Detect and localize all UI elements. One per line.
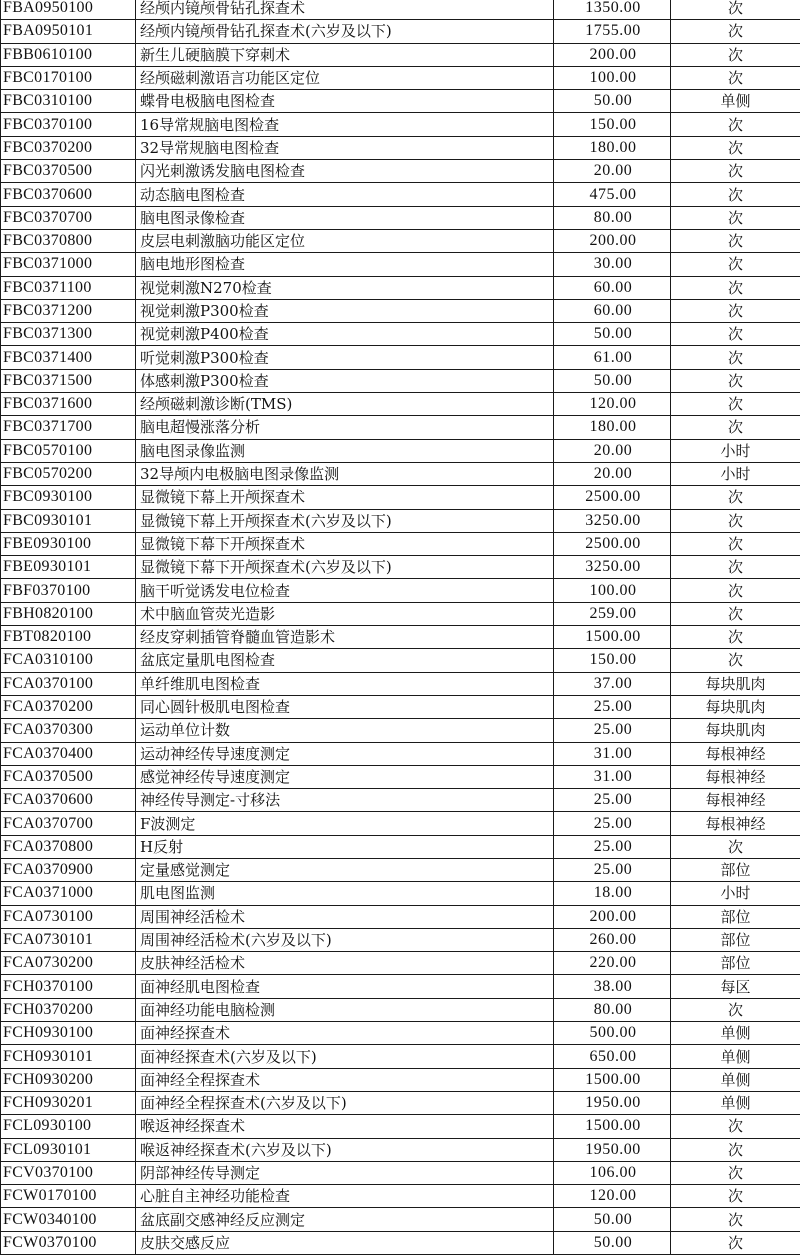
price-cell: 18.00 [554,882,671,905]
price-cell: 25.00 [554,858,671,881]
table-row [1,1161,800,1184]
table-row [1,393,800,416]
table-row [1,160,800,183]
price-cell: 200.00 [554,229,671,252]
item-name-cell: 盆底副交感神经反应测定 [136,1208,554,1231]
item-code-cell: FBC0370200 [1,136,136,159]
unit-cell: 小时 [671,882,800,905]
table-row [1,602,800,625]
item-name-cell: 面神经探查术 [136,1022,554,1045]
price-cell: 60.00 [554,276,671,299]
item-code-cell: FBC0371700 [1,416,136,439]
price-cell: 37.00 [554,672,671,695]
item-code-cell: FCA0370400 [1,742,136,765]
item-name-cell: 皮肤神经活检术 [136,952,554,975]
table-row [1,346,800,369]
price-cell: 20.00 [554,439,671,462]
unit-cell: 单侧 [671,1045,800,1068]
table-row [1,626,800,649]
table-row [1,323,800,346]
item-code-cell: FCA0370700 [1,812,136,835]
item-code-cell: FBT0820100 [1,626,136,649]
price-cell: 60.00 [554,299,671,322]
item-code-cell: FBC0310100 [1,90,136,113]
item-name-cell: 脑干听觉诱发电位检查 [136,579,554,602]
item-name-cell: 32导常规脑电图检查 [136,136,554,159]
price-cell: 25.00 [554,719,671,742]
table-row [1,579,800,602]
item-code-cell: FCA0370900 [1,858,136,881]
table-row [1,812,800,835]
item-code-cell: FCL0930100 [1,1115,136,1138]
item-code-cell: FCA0730200 [1,952,136,975]
unit-cell: 次 [671,649,800,672]
table-row [1,649,800,672]
item-name-cell: 面神经探查术(六岁及以下) [136,1045,554,1068]
item-name-cell: 听觉刺激P300检查 [136,346,554,369]
item-code-cell: FCA0730100 [1,905,136,928]
item-code-cell: FCV0370100 [1,1161,136,1184]
item-name-cell: 周围神经活检术(六岁及以下) [136,928,554,951]
item-name-cell: 面神经全程探查术(六岁及以下) [136,1091,554,1114]
price-cell: 31.00 [554,742,671,765]
unit-cell: 次 [671,276,800,299]
table-row [1,858,800,881]
item-name-cell: 经颅磁刺激语言功能区定位 [136,66,554,89]
table-row [1,369,800,392]
price-cell: 1950.00 [554,1138,671,1161]
table-row [1,952,800,975]
item-code-cell: FBC0370100 [1,113,136,136]
table-row [1,742,800,765]
table-row [1,672,800,695]
item-name-cell: 脑电图录像监测 [136,439,554,462]
item-code-cell: FBC0570200 [1,462,136,485]
item-name-cell: 经皮穿刺插管脊髓血管造影术 [136,626,554,649]
item-name-cell: 脑电地形图检查 [136,253,554,276]
price-cell: 25.00 [554,835,671,858]
price-cell: 50.00 [554,1208,671,1231]
price-cell: 1950.00 [554,1091,671,1114]
table-row [1,113,800,136]
item-code-cell: FBC0370500 [1,160,136,183]
price-cell: 650.00 [554,1045,671,1068]
table-row [1,765,800,788]
item-code-cell: FCW0170100 [1,1185,136,1208]
item-name-cell: F波测定 [136,812,554,835]
item-name-cell: 新生儿硬脑膜下穿刺术 [136,43,554,66]
item-name-cell: 脑电超慢涨落分析 [136,416,554,439]
price-cell: 200.00 [554,905,671,928]
item-code-cell: FCA0370600 [1,789,136,812]
table-row [1,299,800,322]
unit-cell: 部位 [671,858,800,881]
table-row [1,1022,800,1045]
unit-cell: 次 [671,532,800,555]
price-cell: 1500.00 [554,626,671,649]
item-code-cell: FCA0370500 [1,765,136,788]
item-name-cell: 运动单位计数 [136,719,554,742]
item-code-cell: FCA0310100 [1,649,136,672]
item-name-cell: H反射 [136,835,554,858]
price-cell: 100.00 [554,579,671,602]
unit-cell: 次 [671,0,800,20]
unit-cell: 次 [671,346,800,369]
item-code-cell: FCA0370300 [1,719,136,742]
price-cell: 180.00 [554,136,671,159]
unit-cell: 每根神经 [671,812,800,835]
table-row [1,509,800,532]
unit-cell: 次 [671,1115,800,1138]
price-cell: 1500.00 [554,1068,671,1091]
table-row [1,905,800,928]
price-cell: 50.00 [554,90,671,113]
table-row [1,206,800,229]
unit-cell: 次 [671,113,800,136]
price-cell: 20.00 [554,160,671,183]
price-cell: 50.00 [554,369,671,392]
table-row [1,1138,800,1161]
table-row [1,928,800,951]
table-row [1,789,800,812]
table-row [1,20,800,43]
price-cell: 500.00 [554,1022,671,1045]
item-code-cell: FCH0370200 [1,998,136,1021]
price-cell: 1500.00 [554,1115,671,1138]
table-row [1,253,800,276]
item-code-cell: FBC0370700 [1,206,136,229]
unit-cell: 次 [671,253,800,276]
item-code-cell: FCH0930100 [1,1022,136,1045]
price-cell: 220.00 [554,952,671,975]
item-code-cell: FBC0371400 [1,346,136,369]
price-cell: 180.00 [554,416,671,439]
table-row [1,1115,800,1138]
unit-cell: 单侧 [671,1022,800,1045]
item-code-cell: FBC0170100 [1,66,136,89]
price-cell: 25.00 [554,695,671,718]
price-cell: 120.00 [554,393,671,416]
unit-cell: 每根神经 [671,765,800,788]
unit-cell: 次 [671,369,800,392]
item-name-cell: 盆底定量肌电图检查 [136,649,554,672]
item-code-cell: FCH0930200 [1,1068,136,1091]
table-row [1,43,800,66]
table-row [1,66,800,89]
item-name-cell: 神经传导测定-寸移法 [136,789,554,812]
item-code-cell: FBC0371600 [1,393,136,416]
price-cell: 3250.00 [554,509,671,532]
item-code-cell: FCL0930101 [1,1138,136,1161]
item-code-cell: FBC0371000 [1,253,136,276]
table-row [1,276,800,299]
item-code-cell: FBA0950101 [1,20,136,43]
table-row [1,229,800,252]
table-row [1,1185,800,1208]
item-code-cell: FCH0370100 [1,975,136,998]
table-row [1,556,800,579]
item-name-cell: 运动神经传导速度测定 [136,742,554,765]
table-row [1,462,800,485]
item-code-cell: FBC0371300 [1,323,136,346]
unit-cell: 每块肌肉 [671,672,800,695]
price-cell: 61.00 [554,346,671,369]
item-name-cell: 阴部神经传导测定 [136,1161,554,1184]
unit-cell: 每块肌肉 [671,695,800,718]
item-name-cell: 面神经肌电图检查 [136,975,554,998]
fee-table-body [1,0,800,1255]
item-name-cell: 显微镜下幕上开颅探查术 [136,486,554,509]
item-name-cell: 术中脑血管荧光造影 [136,602,554,625]
item-name-cell: 喉返神经探查术 [136,1115,554,1138]
item-name-cell: 显微镜下幕下开颅探查术 [136,532,554,555]
unit-cell: 次 [671,43,800,66]
item-code-cell: FBH0820100 [1,602,136,625]
unit-cell: 次 [671,299,800,322]
table-row [1,0,800,20]
unit-cell: 每区 [671,975,800,998]
item-code-cell: FCA0730101 [1,928,136,951]
table-row [1,486,800,509]
item-name-cell: 定量感觉测定 [136,858,554,881]
price-cell: 2500.00 [554,486,671,509]
unit-cell: 部位 [671,952,800,975]
table-row [1,998,800,1021]
price-cell: 106.00 [554,1161,671,1184]
unit-cell: 次 [671,416,800,439]
price-cell: 2500.00 [554,532,671,555]
unit-cell: 次 [671,486,800,509]
item-code-cell: FCA0370100 [1,672,136,695]
price-cell: 80.00 [554,998,671,1021]
item-name-cell: 脑电图录像检查 [136,206,554,229]
item-name-cell: 同心圆针极肌电图检查 [136,695,554,718]
table-row [1,1231,800,1254]
price-cell: 1755.00 [554,20,671,43]
item-code-cell: FBC0930101 [1,509,136,532]
price-cell: 475.00 [554,183,671,206]
item-code-cell: FBC0570100 [1,439,136,462]
table-row [1,416,800,439]
item-name-cell: 喉返神经探查术(六岁及以下) [136,1138,554,1161]
item-code-cell: FBE0930101 [1,556,136,579]
price-cell: 259.00 [554,602,671,625]
unit-cell: 次 [671,206,800,229]
item-code-cell: FBC0371100 [1,276,136,299]
unit-cell: 次 [671,1208,800,1231]
table-row [1,1045,800,1068]
item-code-cell: FCW0370100 [1,1231,136,1254]
unit-cell: 次 [671,626,800,649]
table-row [1,695,800,718]
table-row [1,183,800,206]
unit-cell: 部位 [671,928,800,951]
item-name-cell: 蝶骨电极脑电图检查 [136,90,554,113]
item-code-cell: FBC0371200 [1,299,136,322]
item-name-cell: 显微镜下幕上开颅探查术(六岁及以下) [136,509,554,532]
unit-cell: 次 [671,229,800,252]
item-code-cell: FCH0930101 [1,1045,136,1068]
unit-cell: 单侧 [671,1068,800,1091]
unit-cell: 部位 [671,905,800,928]
unit-cell: 次 [671,183,800,206]
unit-cell: 次 [671,602,800,625]
item-code-cell: FBF0370100 [1,579,136,602]
price-cell: 200.00 [554,43,671,66]
item-name-cell: 周围神经活检术 [136,905,554,928]
unit-cell: 次 [671,579,800,602]
item-code-cell: FCA0370200 [1,695,136,718]
unit-cell: 次 [671,136,800,159]
unit-cell: 每块肌肉 [671,719,800,742]
table-row [1,835,800,858]
item-name-cell: 面神经功能电脑检测 [136,998,554,1021]
price-cell: 1350.00 [554,0,671,20]
item-name-cell: 经颅磁刺激诊断(TMS) [136,393,554,416]
price-cell: 260.00 [554,928,671,951]
item-name-cell: 显微镜下幕下开颅探查术(六岁及以下) [136,556,554,579]
unit-cell: 次 [671,66,800,89]
item-name-cell: 16导常规脑电图检查 [136,113,554,136]
unit-cell: 次 [671,1138,800,1161]
item-name-cell: 皮肤交感反应 [136,1231,554,1254]
item-name-cell: 经颅内镜颅骨钻孔探查术(六岁及以下) [136,20,554,43]
item-name-cell: 单纤维肌电图检查 [136,672,554,695]
table-row [1,136,800,159]
price-cell: 25.00 [554,812,671,835]
item-code-cell: FCA0370800 [1,835,136,858]
unit-cell: 单侧 [671,90,800,113]
item-name-cell: 32导颅内电极脑电图录像监测 [136,462,554,485]
item-code-cell: FCW0340100 [1,1208,136,1231]
item-name-cell: 体感刺激P300检查 [136,369,554,392]
unit-cell: 次 [671,1231,800,1254]
unit-cell: 次 [671,20,800,43]
unit-cell: 次 [671,998,800,1021]
item-name-cell: 经颅内镜颅骨钻孔探查术 [136,0,554,20]
table-row [1,719,800,742]
item-code-cell: FCA0371000 [1,882,136,905]
price-cell: 80.00 [554,206,671,229]
item-code-cell: FBE0930100 [1,532,136,555]
unit-cell: 次 [671,835,800,858]
item-name-cell: 面神经全程探查术 [136,1068,554,1091]
unit-cell: 次 [671,1185,800,1208]
price-cell: 150.00 [554,113,671,136]
price-cell: 120.00 [554,1185,671,1208]
table-row [1,975,800,998]
price-cell: 30.00 [554,253,671,276]
item-code-cell: FCH0930201 [1,1091,136,1114]
item-name-cell: 肌电图监测 [136,882,554,905]
price-cell: 50.00 [554,1231,671,1254]
unit-cell: 次 [671,509,800,532]
unit-cell: 每根神经 [671,789,800,812]
unit-cell: 次 [671,393,800,416]
unit-cell: 次 [671,556,800,579]
item-code-cell: FBC0370600 [1,183,136,206]
item-code-cell: FBC0930100 [1,486,136,509]
unit-cell: 次 [671,1161,800,1184]
table-row [1,1068,800,1091]
table-row [1,1091,800,1114]
price-cell: 38.00 [554,975,671,998]
item-name-cell: 闪光刺激诱发脑电图检查 [136,160,554,183]
price-cell: 50.00 [554,323,671,346]
table-row [1,882,800,905]
price-cell: 20.00 [554,462,671,485]
price-cell: 3250.00 [554,556,671,579]
unit-cell: 每根神经 [671,742,800,765]
item-name-cell: 动态脑电图检查 [136,183,554,206]
unit-cell: 小时 [671,462,800,485]
price-cell: 100.00 [554,66,671,89]
unit-cell: 单侧 [671,1091,800,1114]
unit-cell: 小时 [671,439,800,462]
table-row [1,532,800,555]
table-row [1,439,800,462]
item-name-cell: 视觉刺激P400检查 [136,323,554,346]
table-row [1,1208,800,1231]
price-cell: 31.00 [554,765,671,788]
item-code-cell: FBA0950100 [1,0,136,20]
unit-cell: 次 [671,323,800,346]
item-code-cell: FBC0371500 [1,369,136,392]
unit-cell: 次 [671,160,800,183]
table-row [1,90,800,113]
price-cell: 25.00 [554,789,671,812]
item-name-cell: 皮层电刺激脑功能区定位 [136,229,554,252]
item-name-cell: 感觉神经传导速度测定 [136,765,554,788]
price-cell: 150.00 [554,649,671,672]
item-name-cell: 心脏自主神经功能检查 [136,1185,554,1208]
item-name-cell: 视觉刺激N270检查 [136,276,554,299]
item-code-cell: FBC0370800 [1,229,136,252]
item-code-cell: FBB0610100 [1,43,136,66]
item-name-cell: 视觉刺激P300检查 [136,299,554,322]
